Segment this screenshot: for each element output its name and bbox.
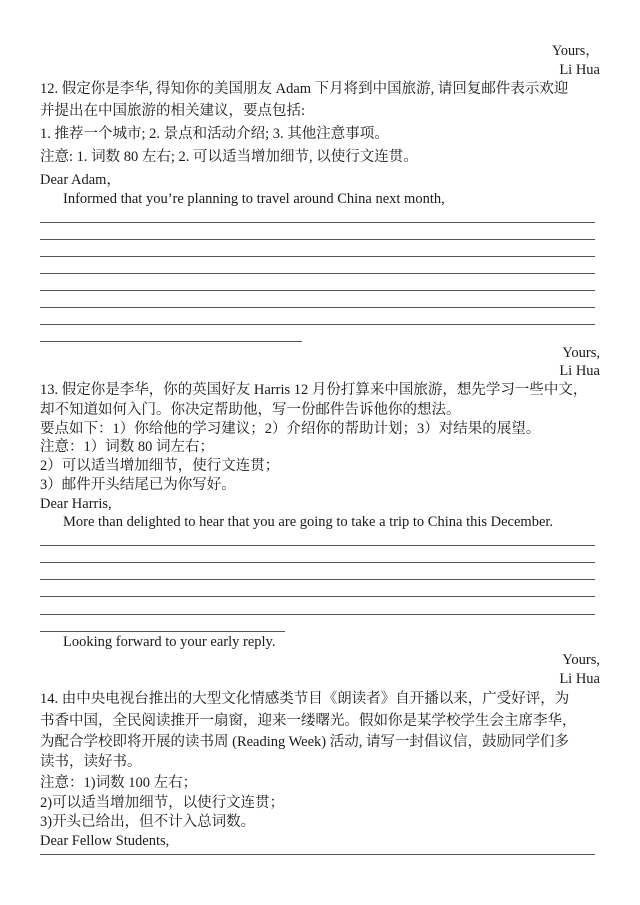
prompt-line: 13. 假定你是李华，你的英国好友 Harris 12 月份打算来中国旅游，想先学习一些中文， <box>40 382 588 398</box>
answer-line[interactable] <box>40 614 595 615</box>
opening-sentence: More than delighted to hear that you are going to take a trip to China this December. <box>63 514 554 530</box>
closing-yours: Yours， <box>551 43 600 59</box>
prompt-line: 注意：1）词数 80 词左右； <box>40 439 214 455</box>
answer-line[interactable] <box>40 596 595 597</box>
salutation: Dear Harris, <box>40 496 112 512</box>
answer-line[interactable] <box>40 579 595 580</box>
salutation: Dear Fellow Students, <box>40 833 170 849</box>
prompt-line: 读书，读好书。 <box>40 754 142 770</box>
closing-name: Li Hua <box>559 363 600 379</box>
closing-name: Li Hua <box>559 62 600 78</box>
prompt-line: 为配合学校即将开展的读书周 (Reading Week) 活动, 请写一封倡议信，鼓励同学们多 <box>40 734 569 750</box>
prompt-line: 注意: 1. 词数 80 左右; 2. 可以适当增加细节, 以使行文连贯。 <box>40 149 418 165</box>
prompt-line: 要点如下：1）你给他的学习建议；2）介绍你的帮助计划；3）对结果的展望。 <box>40 421 541 437</box>
closing-name: Li Hua <box>559 671 600 687</box>
prompt-line: 书香中国，全民阅读推开一扇窗，迎来一缕曙光。假如你是某学校学生会主席李华， <box>40 713 577 729</box>
answer-line-short[interactable] <box>40 341 302 342</box>
answer-line[interactable] <box>40 290 595 291</box>
prompt-line: 3)开头已给出，但不计入总词数。 <box>40 814 256 830</box>
prompt-line: 却不知道如何入门。你决定帮助他，写一份邮件告诉他你的想法。 <box>40 402 461 418</box>
answer-line[interactable] <box>40 239 595 240</box>
answer-line[interactable] <box>40 324 595 325</box>
prompt-line: 1. 推荐一个城市; 2. 景点和活动介绍; 3. 其他注意事项。 <box>40 126 389 142</box>
answer-line[interactable] <box>40 562 595 563</box>
prompt-line: 3）邮件开头结尾已为你写好。 <box>40 477 236 493</box>
closing-sentence: Looking forward to your early reply. <box>63 634 276 650</box>
answer-line[interactable] <box>40 273 595 274</box>
salutation: Dear Adam， <box>40 172 121 188</box>
prompt-line: 2)可以适当增加细节，以使行文连贯； <box>40 795 285 811</box>
prompt-line: 12. 假定你是李华, 得知你的美国朋友 Adam 下月将到中国旅游, 请回复邮件表示欢迎 <box>40 81 569 97</box>
answer-line[interactable] <box>40 854 595 855</box>
answer-line[interactable] <box>40 222 595 223</box>
answer-line[interactable] <box>40 256 595 257</box>
answer-line[interactable] <box>40 307 595 308</box>
prompt-line: 注意：1)词数 100 左右； <box>40 775 198 791</box>
closing-yours: Yours, <box>562 652 600 668</box>
answer-line[interactable] <box>40 545 595 546</box>
closing-yours: Yours, <box>562 345 600 361</box>
opening-sentence: Informed that you’re planning to travel around China next month, <box>63 191 445 207</box>
prompt-line: 并提出在中国旅游的相关建议，要点包括: <box>40 103 306 119</box>
answer-line-short[interactable] <box>40 631 285 632</box>
prompt-line: 14. 由中央电视台推出的大型文化情感类节目《朗读者》自开播以来，广受好评，为 <box>40 691 570 707</box>
prompt-line: 2）可以适当增加细节，使行文连贯； <box>40 458 280 474</box>
